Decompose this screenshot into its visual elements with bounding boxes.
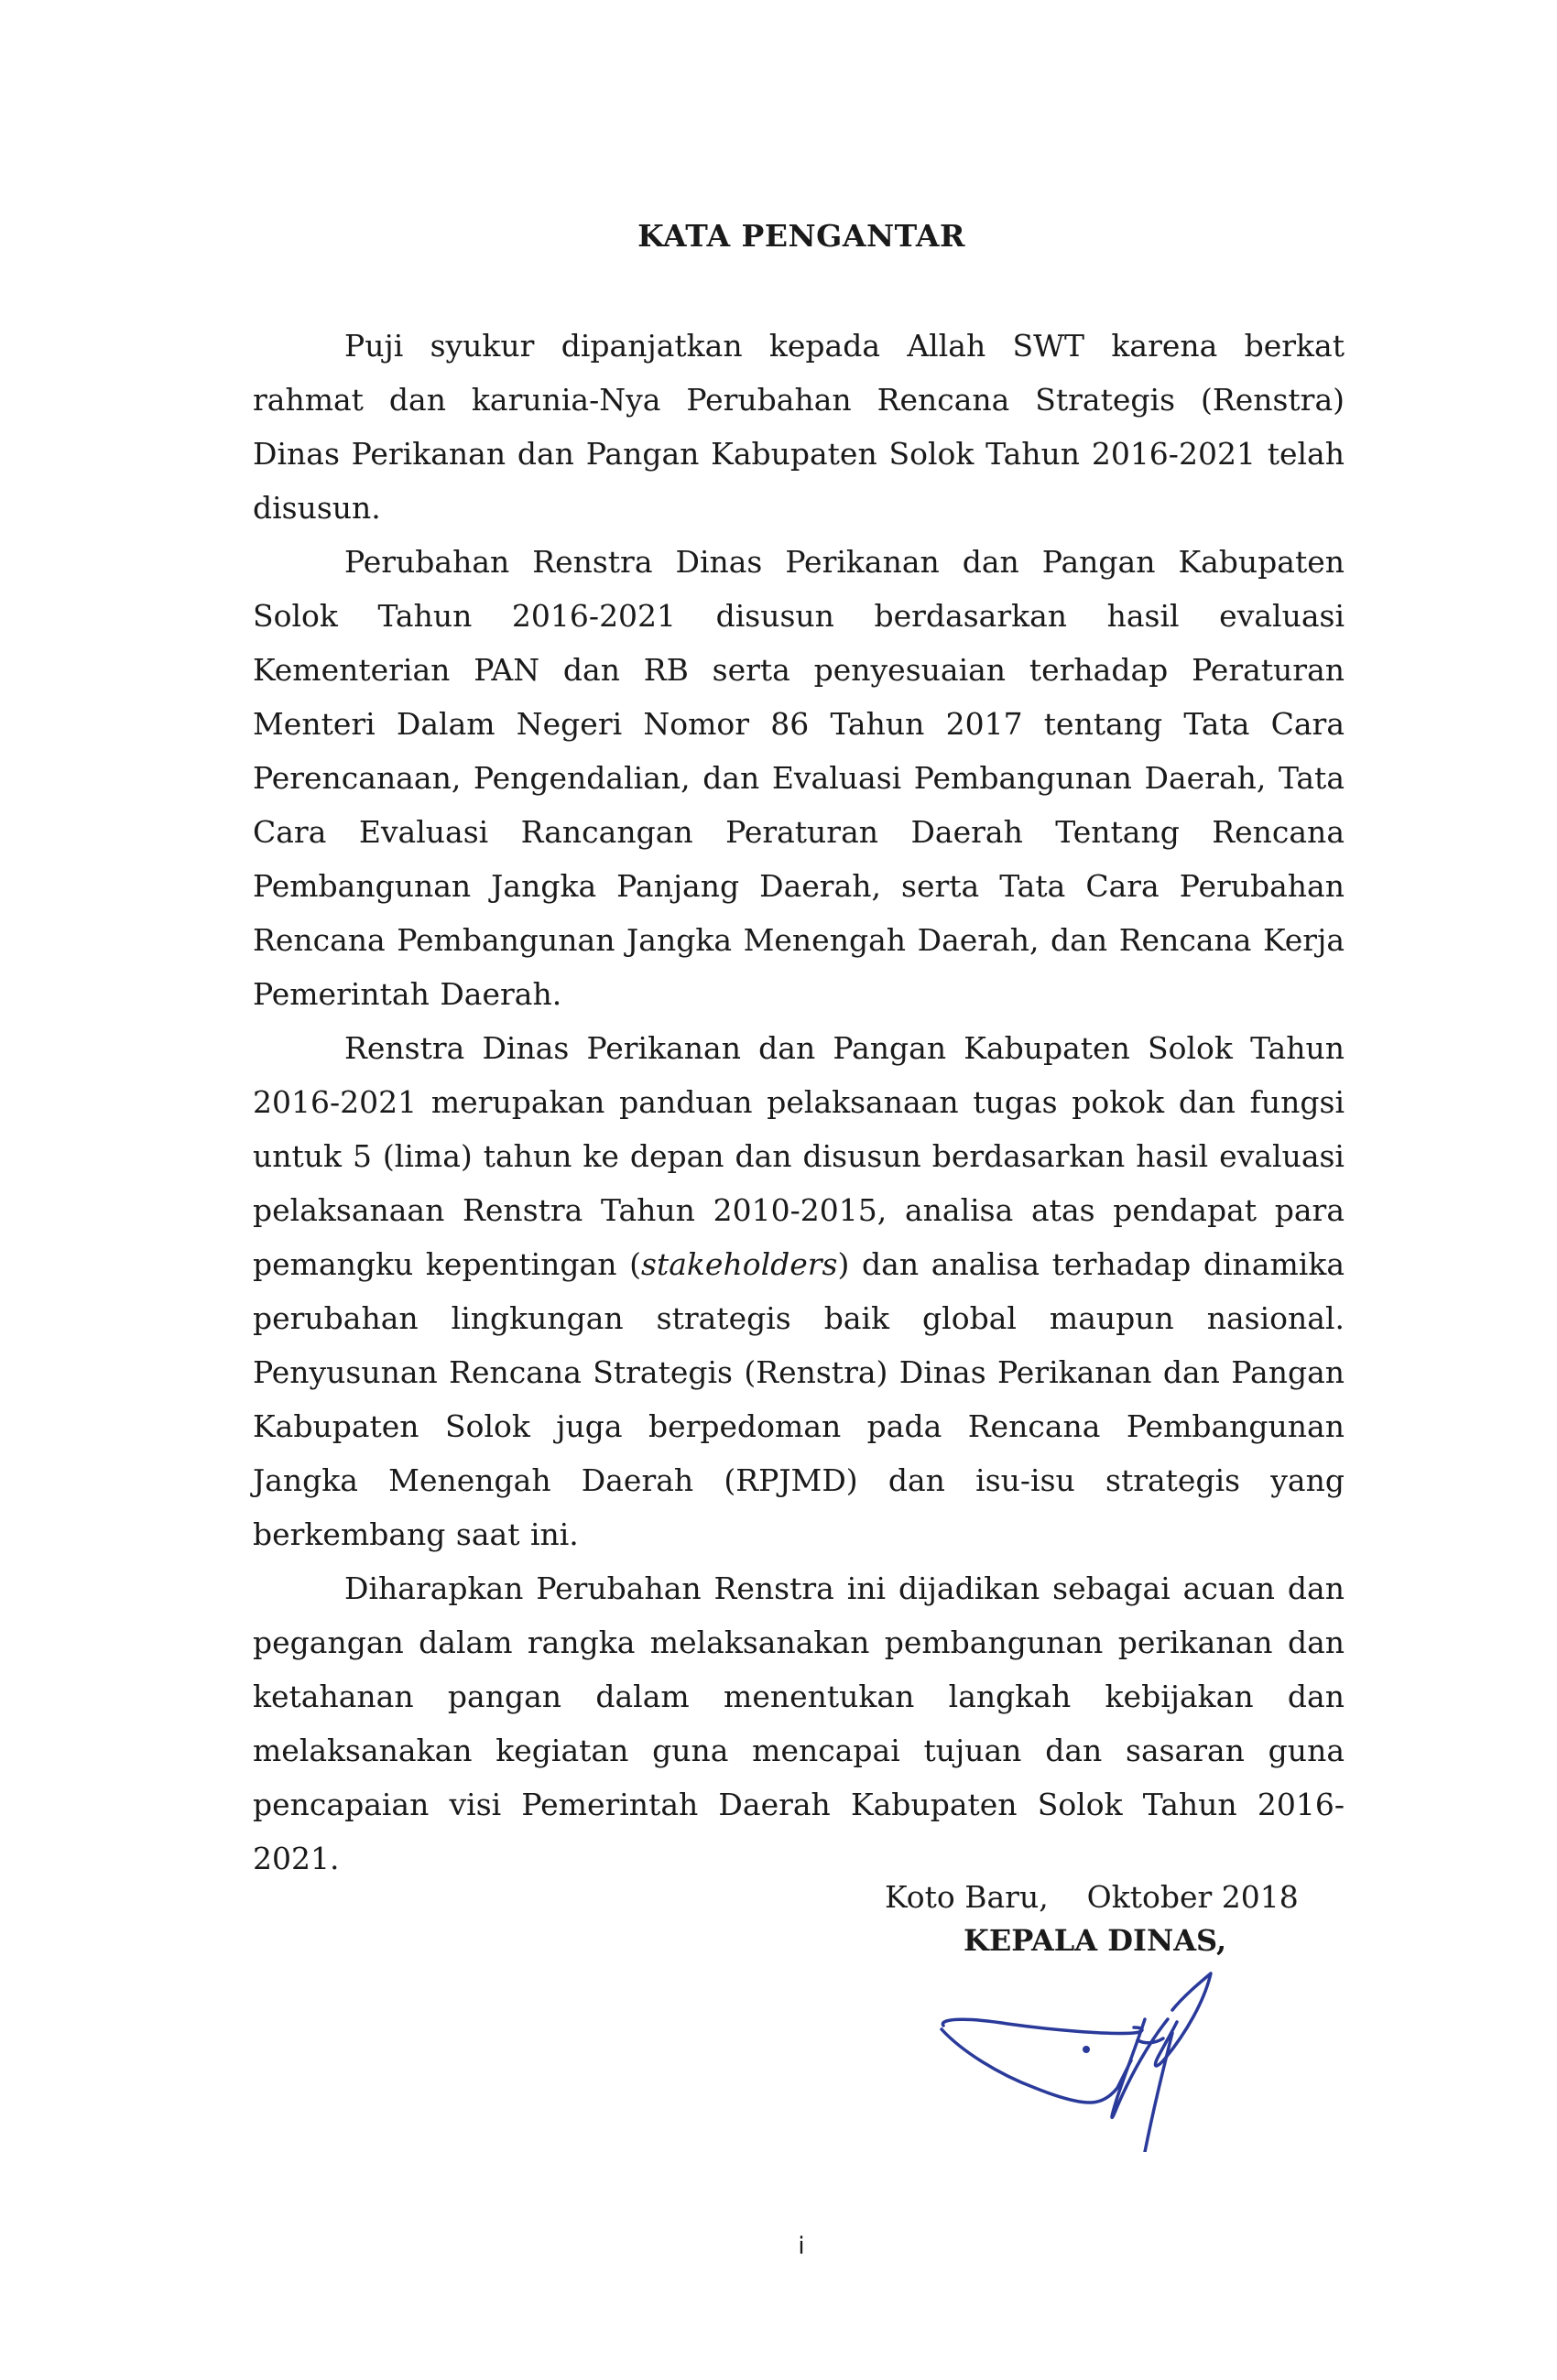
signature-icon: [898, 1969, 1264, 2152]
page-title: KATA PENGANTAR: [637, 218, 965, 254]
paragraph-3: [253, 1021, 1345, 1561]
paragraph-2: Perubahan Renstra Dinas Perikanan dan Pangan Kabupaten Solok Tahun 2016-2021 disusun berdasarkan hasil evaluasi Kementerian PAN dan RB serta penyesuaian terhadap Peraturan Menteri Dalam Negeri Nomor 86 Tahun 2017 tentang Tata Cara Perencanaan, Pengendalian, dan Evaluasi Pembangunan Daerah, Tata Cara Evaluasi Rancangan Peraturan Daerah Tentang Rencana Pembangunan Jangka Panjang Daerah, serta Tata Cara Perubahan Rencana Pembangunan Jangka Menengah Daerah, dan Rencana Kerja Pemerintah Daerah.: [253, 544, 1345, 1012]
paragraph-1: Puji syukur dipanjatkan kepada Allah SWT karena berkat rahmat dan karunia-Nya Perubahan Rencana Strategis (Renstra) Dinas Perikanan dan Pangan Kabupaten Solok Tahun 2016-2021 telah disusun.: [253, 328, 1345, 526]
paragraph-4: Diharapkan Perubahan Renstra ini dijadikan sebagai acuan dan pegangan dalam rangka melaksanakan pembangunan perikanan dan ketahanan pangan dalam menentukan langkah kebijakan dan melaksanakan kegiatan guna mencapai tujuan dan sasaran guna pencapaian visi Pemerintah Daerah Kabupaten Solok Tahun 2016-2021.: [253, 1570, 1345, 1876]
signatory-role: KEPALA DINAS,: [964, 1923, 1227, 1958]
paragraph-3-text-after: ) dan analisa terhadap dinamika perubahan lingkungan strategis baik global maupun nasional. Penyusunan Rencana Strategis (Renstra) Dinas Perikanan dan Pangan Kabupaten Solok juga berpedoman pada Rencana Pembangunan Jangka Menengah Daerah (RPJMD) dan isu-isu strategis yang berkembang saat ini.: [253, 1246, 1345, 1552]
paragraph-3-text-before: Renstra Dinas Perikanan dan Pangan Kabupaten Solok Tahun 2016-2021 merupakan panduan pelaksanaan tugas pokok dan fungsi untuk 5 (lima) tahun ke depan dan disusun berdasarkan hasil evaluasi pelaksanaan Renstra Tahun 2010-2015, analisa atas pendapat para pemangku kepentingan (: [253, 1030, 1345, 1282]
paragraph-3-italic-term: stakeholders: [641, 1246, 838, 1282]
place-date: Koto Baru, Oktober 2018: [885, 1879, 1299, 1915]
page-number: i: [798, 2233, 805, 2260]
document-body: [253, 319, 1345, 1886]
